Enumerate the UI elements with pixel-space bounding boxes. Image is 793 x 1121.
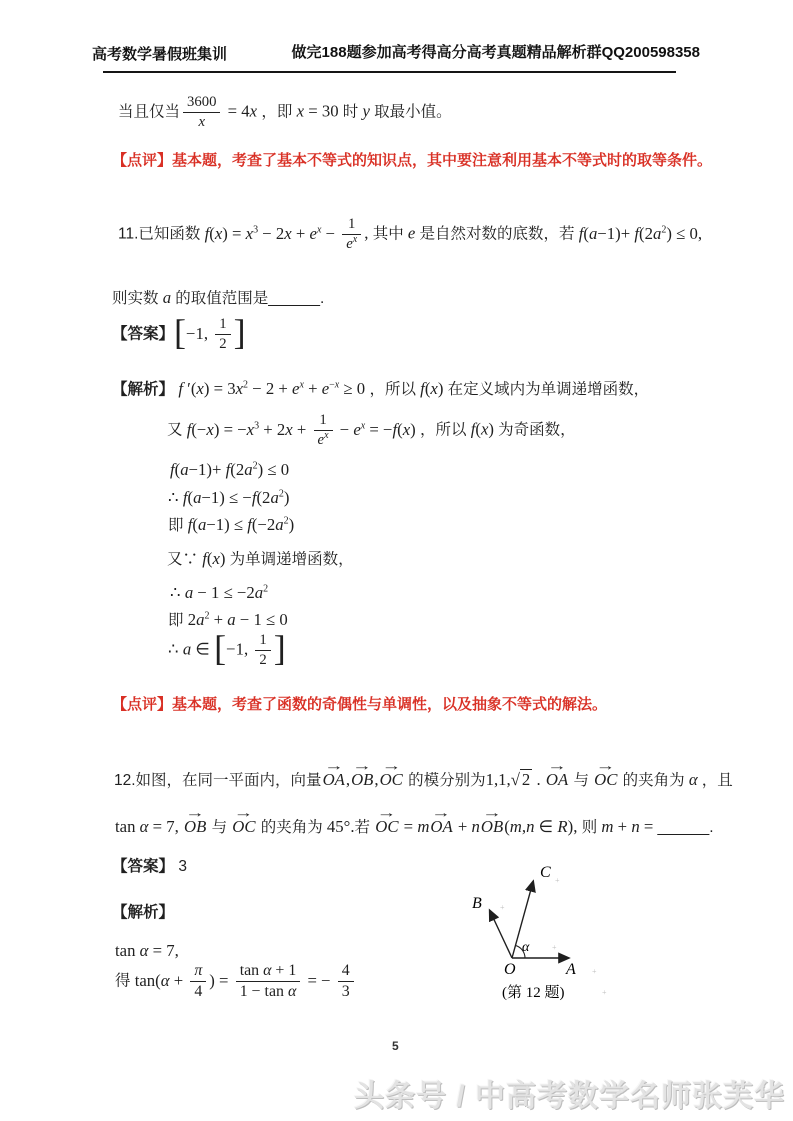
- answer-label: 【答案】: [112, 325, 175, 343]
- p11-answer: [112, 312, 246, 353]
- p12-statement-line1: 12.如图，在同一平面内，向量 → OA, → OB, → OC 的模分别为1,1,√ 2 . → OA 与 → OC 的夹角为 α ，且: [114, 758, 733, 789]
- p12-answer: [112, 856, 187, 878]
- p11-step-6: ∴ $a - 1 \le -2a^2$: [170, 583, 269, 602]
- p11-analysis-text: f $'(x) = 3x^2 - 2 + e^x + e^{-x} \ge 0$ ，所以 f(x) 在定义域内为单调递增函数，: [178, 379, 650, 398]
- svg-text:+: +: [592, 967, 597, 976]
- comment-label: 【点评】: [112, 696, 173, 713]
- p12-step-2: 得 tan(α + $\frac{\pi}{4}$ ) = $\frac{\text{tan α + 1}}{\text{1 − tan α}}$ = − $\frac{4}{3}$: [115, 962, 357, 1002]
- p10-comment: [112, 150, 712, 172]
- page-number: 5: [392, 1039, 399, 1053]
- svg-text:+: +: [602, 988, 607, 997]
- scan-artifacts: [500, 876, 607, 997]
- p12-analysis-label: 【解析】: [112, 904, 175, 921]
- p11-answer-value: [−1, $\frac{1}{2}$ ]: [174, 312, 246, 353]
- p11-step-3: ∴ $f(a-1) \le -f(2a^2)$: [168, 488, 290, 507]
- analysis-label: 【解析】: [112, 381, 175, 398]
- label-a: A: [566, 961, 576, 978]
- p12-answer-value: 3: [178, 858, 187, 875]
- p11-step-4: 即 $f(a-1) \le f(-2a^2)$: [168, 515, 295, 534]
- p12-statement-line2: tan α = 7, → OB 与 → OC 的夹角为 45°.若 → OC = m → OA + n → OB(m,n ∈ R), 则 m + n = ______.: [115, 805, 714, 836]
- p11-step-2: $f(a-1)+ f(2a^2) \le 0$: [170, 460, 290, 479]
- label-o: O: [504, 961, 516, 978]
- comment-text: 基本题，考查了基本不等式的知识点，其中要注意利用基本不等式时的取等条件。: [172, 152, 713, 169]
- header-right-promo: 做完188题参加高考得高分高考真题精品解析群QQ200598358: [291, 44, 700, 61]
- p10-min-value-line: 当且仅当 $\frac{3600}{x}$ = 4x ，即 x = 30 时 y 取最小值。: [118, 94, 452, 130]
- label-b: B: [472, 895, 482, 912]
- comment-label: 【点评】: [112, 152, 173, 169]
- vector-ob: [490, 911, 512, 958]
- p11-analysis: [112, 377, 649, 401]
- answer-label: 【答案】: [112, 858, 175, 875]
- p11-statement-line2: 则实数 a 的取值范围是______.: [112, 288, 325, 307]
- header-left-title: 高考数学暑假班集训: [92, 46, 228, 63]
- p11-step-5: 又∵ f(x) 为单调递增函数，: [167, 549, 354, 568]
- label-alpha: α: [522, 940, 530, 955]
- svg-text:+: +: [500, 903, 505, 912]
- comment-text: 基本题，考查了函数的奇偶性与单调性，以及抽象不等式的解法。: [172, 696, 608, 713]
- p11-statement-line1: 11.已知函数 $f(x) = x^3 - 2x + e^x$ − $\frac{1}{e^x}$ , 其中 e 是自然对数的底数，若 $f(a-1)+ f(2a^2) \le 0$,: [118, 216, 703, 252]
- p11-step-7: 即 $2a^2 + a - 1 \le 0$: [168, 610, 288, 629]
- p11-step-1: 又 $f(-x) = -x^3 + 2x$ + $\frac{1}{e^x}$ − $e^x = -f(x)$ ，所以 f(x) 为奇函数，: [167, 412, 576, 448]
- watermark: 头条号 / 中高考数学名师张芙华: [353, 1080, 785, 1113]
- vector-diagram: [452, 858, 662, 1008]
- p12-step-1: tan α = 7,: [115, 941, 179, 960]
- header-divider: [103, 71, 676, 73]
- diagram-caption: (第 12 题): [502, 985, 565, 1001]
- p11-step-8: ∴ a ∈ [−1, $\frac{1}{2}$ ]: [168, 628, 286, 669]
- svg-text:+: +: [555, 876, 560, 885]
- p11-comment: [112, 694, 607, 716]
- label-c: C: [540, 864, 551, 881]
- svg-text:+: +: [552, 943, 557, 952]
